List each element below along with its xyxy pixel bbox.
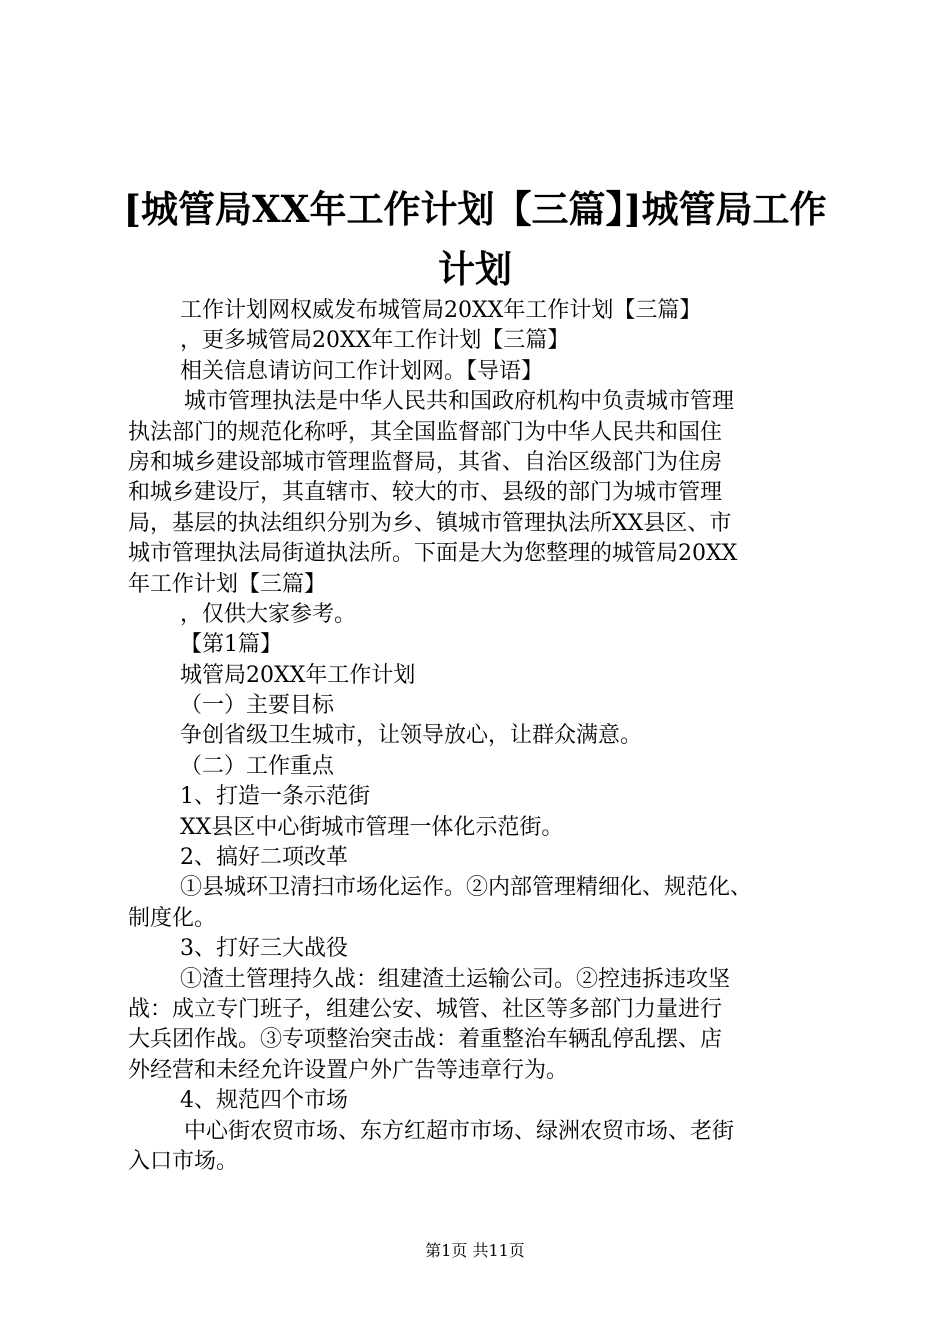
paragraph-line: 工作计划网权威发布城管局20XX年工作计划【三篇】 bbox=[180, 298, 702, 323]
paragraph-line: ，更多城管局20XX年工作计划【三篇】 bbox=[180, 328, 570, 354]
page-footer: 第1页 共11页 bbox=[425, 1241, 525, 1260]
section-heading: （二）工作重点 bbox=[180, 753, 335, 779]
paragraph-line: ，仅供大家参考。 bbox=[180, 601, 357, 627]
paragraph-line: 相关信息请访问工作计划网。【导语】 bbox=[180, 358, 544, 384]
paragraph-line: 城市管理执法局街道执法所。下面是大为您整理的城管局20XX bbox=[128, 541, 738, 567]
paragraph-line: 和城乡建设厅，其直辖市、较大的市、县级的部门为城市管理 bbox=[128, 480, 723, 506]
paragraph-line: 争创省级卫生城市，让领导放心，让群众满意。 bbox=[180, 723, 643, 749]
paragraph-line: ①县城环卫清扫市场化运作。②内部管理精细化、规范化、 bbox=[180, 875, 753, 901]
paragraph-line: ①渣土管理持久战：组建渣土运输公司。②控违拆违攻坚 bbox=[180, 966, 731, 992]
section-heading: 【第1篇】 bbox=[180, 632, 282, 658]
list-heading: 2、搞好二项改革 bbox=[180, 845, 348, 871]
paragraph-line: 外经营和未经允许设置户外广告等违章行为。 bbox=[128, 1057, 569, 1083]
document-title-line-2: 计划 bbox=[438, 247, 512, 291]
paragraph-line: XX县区中心街城市管理一体化示范街。 bbox=[180, 814, 564, 840]
list-heading: 4、规范四个市场 bbox=[180, 1088, 348, 1114]
paragraph-line: 入口市场。 bbox=[128, 1148, 239, 1174]
document-title-line-1: [城管局XX年工作计划【三篇】]城管局工作 bbox=[123, 187, 827, 231]
paragraph-line: 执法部门的规范化称呼，其全国监督部门为中华人民共和国住 bbox=[128, 419, 723, 445]
paragraph-line: 制度化。 bbox=[128, 905, 217, 931]
list-heading: 1、打造一条示范街 bbox=[180, 784, 370, 810]
paragraph-line: 中心街农贸市场、东方红超市市场、绿洲农贸市场、老街 bbox=[184, 1118, 735, 1144]
section-heading: （一）主要目标 bbox=[180, 693, 335, 719]
paragraph-line: 局，基层的执法组织分别为乡、镇城市管理执法所XX县区、市 bbox=[128, 510, 732, 536]
list-heading: 3、打好三大战役 bbox=[180, 936, 348, 962]
paragraph-line: 年工作计划【三篇】 bbox=[128, 571, 327, 597]
paragraph-line: 城市管理执法是中华人民共和国政府机构中负责城市管理 bbox=[184, 389, 735, 415]
section-heading: 城管局20XX年工作计划 bbox=[180, 662, 416, 688]
paragraph-line: 大兵团作战。③专项整治突击战：着重整治车辆乱停乱摆、店 bbox=[128, 1027, 723, 1053]
document-body bbox=[128, 296, 848, 1177]
paragraph-line: 房和城乡建设部城市管理监督局，其省、自治区级部门为住房 bbox=[128, 449, 723, 475]
paragraph-line: 战：成立专门班子，组建公安、城管、社区等多部门力量进行 bbox=[128, 996, 723, 1022]
